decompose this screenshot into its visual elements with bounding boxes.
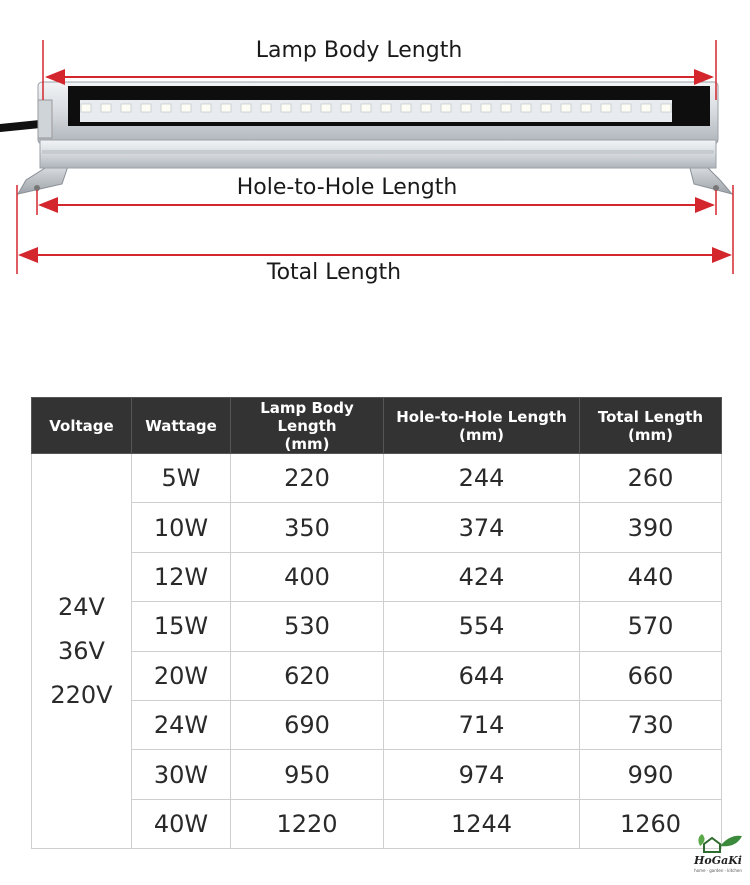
header-wattage: Wattage bbox=[132, 398, 231, 454]
wattage-cell: 15W bbox=[132, 602, 231, 651]
led-chip bbox=[581, 104, 591, 112]
header-total-length: Total Length (mm) bbox=[580, 398, 722, 454]
led-chip bbox=[661, 104, 671, 112]
wattage-cell: 12W bbox=[132, 552, 231, 601]
led-chip bbox=[401, 104, 411, 112]
led-chip bbox=[121, 104, 131, 112]
wattage-cell: 30W bbox=[132, 750, 231, 799]
power-cable bbox=[0, 124, 40, 128]
led-chip bbox=[481, 104, 491, 112]
wattage-cell: 24W bbox=[132, 700, 231, 749]
leaf-house-icon bbox=[690, 832, 746, 856]
wattage-cell: 40W bbox=[132, 799, 231, 848]
table-row bbox=[32, 799, 722, 848]
table-row bbox=[32, 651, 722, 700]
voltage-value: 24V bbox=[58, 593, 105, 622]
led-chip bbox=[201, 104, 211, 112]
lamp-body-length-cell: 620 bbox=[231, 651, 384, 700]
led-chip bbox=[461, 104, 471, 112]
total-length-cell: 1260 bbox=[580, 799, 722, 848]
table-row bbox=[32, 700, 722, 749]
led-chip bbox=[361, 104, 371, 112]
total-length-cell: 390 bbox=[580, 503, 722, 552]
lamp-body-length-cell: 1220 bbox=[231, 799, 384, 848]
lamp-body-length-cell: 220 bbox=[231, 454, 384, 503]
total-length-cell: 660 bbox=[580, 651, 722, 700]
brand-logo bbox=[690, 832, 746, 880]
hole-to-hole-length-cell: 644 bbox=[384, 651, 580, 700]
voltage-value: 220V bbox=[50, 681, 113, 710]
led-chip bbox=[641, 104, 651, 112]
lamp-housing bbox=[38, 82, 718, 168]
led-chip bbox=[141, 104, 151, 112]
table-body bbox=[32, 454, 722, 849]
lamp-body-length-cell: 950 bbox=[231, 750, 384, 799]
led-chip bbox=[221, 104, 231, 112]
table-row bbox=[32, 454, 722, 503]
led-chip bbox=[321, 104, 331, 112]
header-lamp-body-length: Lamp Body Length (mm) bbox=[231, 398, 384, 454]
led-chip bbox=[501, 104, 511, 112]
lamp-body-length-cell: 350 bbox=[231, 503, 384, 552]
hole-to-hole-length-cell: 1244 bbox=[384, 799, 580, 848]
wattage-cell: 20W bbox=[132, 651, 231, 700]
table-header-row bbox=[32, 398, 722, 454]
led-chip bbox=[541, 104, 551, 112]
total-length-cell: 730 bbox=[580, 700, 722, 749]
led-chip bbox=[261, 104, 271, 112]
led-chip bbox=[161, 104, 171, 112]
led-chip bbox=[181, 104, 191, 112]
led-chip bbox=[341, 104, 351, 112]
hole-to-hole-length-cell: 374 bbox=[384, 503, 580, 552]
total-length-label: Total Length bbox=[266, 260, 402, 285]
total-length-cell: 260 bbox=[580, 454, 722, 503]
lamp-body-length-cell: 530 bbox=[231, 602, 384, 651]
hole-to-hole-length-cell: 554 bbox=[384, 602, 580, 651]
table-row bbox=[32, 552, 722, 601]
voltage-cell bbox=[32, 454, 132, 849]
led-chip bbox=[441, 104, 451, 112]
led-chip bbox=[281, 104, 291, 112]
lamp-dimension-diagram bbox=[0, 0, 750, 300]
led-chip bbox=[301, 104, 311, 112]
table-row bbox=[32, 750, 722, 799]
lamp-body-length-cell: 690 bbox=[231, 700, 384, 749]
table-row bbox=[32, 503, 722, 552]
wattage-cell: 5W bbox=[132, 454, 231, 503]
logo-tagline: home · garden · kitchen bbox=[694, 868, 742, 873]
hole-to-hole-length-cell: 424 bbox=[384, 552, 580, 601]
led-chip bbox=[81, 104, 91, 112]
table-row bbox=[32, 602, 722, 651]
specification-table bbox=[31, 397, 722, 849]
led-chip bbox=[421, 104, 431, 112]
total-length-cell: 990 bbox=[580, 750, 722, 799]
led-chip bbox=[381, 104, 391, 112]
led-chip bbox=[561, 104, 571, 112]
hole-to-hole-length-label: Hole-to-Hole Length bbox=[236, 175, 458, 200]
logo-brand-text: HoGaKi bbox=[694, 854, 742, 867]
voltage-value: 36V bbox=[58, 637, 105, 666]
header-voltage: Voltage bbox=[32, 398, 132, 454]
total-length-cell: 440 bbox=[580, 552, 722, 601]
header-hole-to-hole-length: Hole-to-Hole Length (mm) bbox=[384, 398, 580, 454]
lamp-body-length-cell: 400 bbox=[231, 552, 384, 601]
total-length-cell: 570 bbox=[580, 602, 722, 651]
led-chip bbox=[241, 104, 251, 112]
lamp-body-length-label: Lamp Body Length bbox=[255, 38, 463, 63]
hole-to-hole-length-cell: 974 bbox=[384, 750, 580, 799]
hole-to-hole-length-cell: 714 bbox=[384, 700, 580, 749]
wattage-cell: 10W bbox=[132, 503, 231, 552]
led-chip bbox=[601, 104, 611, 112]
hole-to-hole-length-cell: 244 bbox=[384, 454, 580, 503]
led-chip bbox=[521, 104, 531, 112]
led-chip bbox=[101, 104, 111, 112]
led-chip bbox=[621, 104, 631, 112]
